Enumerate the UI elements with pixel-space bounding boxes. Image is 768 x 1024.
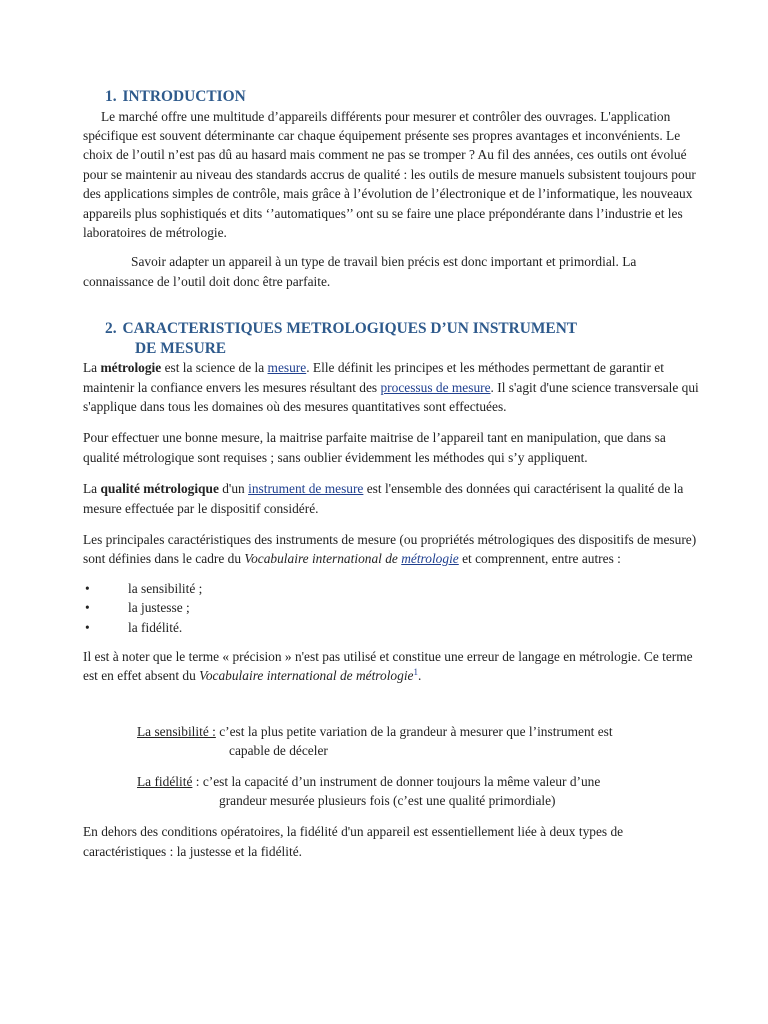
definition-text-continued: grandeur mesurée plusieurs fois (c’est une qualité primordiale) [219,793,556,809]
processus-de-mesure-link[interactable]: processus de mesure [380,379,491,395]
metrologie-term: métrologie [100,360,162,376]
metrologie-link[interactable]: métrologie [401,551,459,567]
section-2-title-line2: DE MESURE [135,339,227,357]
list-item-text: la justesse ; [128,600,190,616]
conditions-operatoires-paragraph: En dehors des conditions opératoires, la fidélité d'un appareil est essentiellement liée à deux types de caractéristiques : la justesse et la fidélité. [83,824,624,859]
document-page [83,84,703,861]
text-run: d'un [218,481,249,497]
text-run: . Il s'agit d'une science transversale qui s'applique dans tous les domaines où des mesures quantitatives sont effectuées. [83,379,699,414]
definition-sensibilite [137,722,703,761]
list-item-text: la fidélité. [128,619,183,635]
list-item [83,579,703,598]
vim-title-2: Vocabulaire international de métrologie [199,668,414,684]
text-run: La [83,360,101,376]
text-run: est la science de la [161,360,268,376]
text-run: et comprennent, entre autres : [458,551,621,567]
bonne-mesure-paragraph: Pour effectuer une bonne mesure, la maitrise parfaite maitrise de l’appareil tant en manipulation, que dans sa qualité métrologique sont requises ; sans oublier évidemment les méthodes qui s’y appliquent. [83,430,666,465]
definition-text: c’est la plus petite variation de la grandeur à mesurer que l’instrument est [215,723,613,739]
text-run: . [417,668,422,684]
mesure-link[interactable]: mesure [267,360,307,376]
list-item-text: la sensibilité ; [128,580,203,596]
precision-note-paragraph [83,647,703,686]
definition-term-fidelite: La fidélité [137,773,193,789]
text-run: Il est à noter que le terme « précision » n'est pas utilisé et constitue une erreur de langage en métrologie. Ce terme est en effet absent du [83,649,693,684]
section-1-title: INTRODUCTION [122,88,246,105]
text-run: est l'ensemble des données qui caractérisent la qualité de la mesure effectuée par le dispositif considéré. [83,481,684,516]
footnote-reference[interactable]: 1 [413,667,418,678]
section-2-number: 2. [105,320,117,338]
text-run: La [83,481,101,497]
bullet-icon: • [85,600,90,616]
definition-text: : c’est la capacité d’un instrument de donner toujours la même valeur d’une [192,773,601,789]
definition-text-continued: capable de déceler [229,743,328,759]
text-run: . Elle définit les principes et les méthodes permettant de garantir et maintenir la confiance envers les mesures résultant des [83,360,664,395]
list-item [83,598,703,617]
section-1-heading [105,87,703,107]
text-run: Les principales caractéristiques des instruments de mesure (ou propriétés métrologiques des dispositifs de mesure) sont définies dans le cadre du [83,532,697,567]
instrument-de-mesure-link[interactable]: instrument de mesure [248,481,364,497]
section-2-heading [105,319,703,358]
intro-paragraph-1: Le marché offre une multitude d’appareils différents pour mesurer et contrôler des ouvrages. L'application spécifique est souvent déterminante car chaque équipement présente ses propres avantages et inconvénients. Le choix de l’outil n’est pas dû au hasard mais comment ne pas se tromper ? Au fil des années, ces outils ont évolué pour se maintenir au niveau des standards accrus de qualité : les outils de mesure manuels subsistent toujours pour des applications simples de contrôle, mais grâce à l’évolution de l’électronique et de l’informatique, les nouveaux appareils plus sophistiqués et dits ‘’automatiques’’ ont su se faire une place prépondérante dans l’industrie et les laboratoires de métrologie. [83,108,696,240]
qualite-metrologique-paragraph [83,479,703,518]
vim-title: Vocabulaire international de [244,551,402,567]
definition-term-sensibilite: La sensibilité : [137,723,216,739]
section-2-title-line1: CARACTERISTIQUES METROLOGIQUES D’UN INSTRUMENT [122,320,578,338]
intro-paragraph-2: Savoir adapter un appareil à un type de travail bien précis est donc important et primordial. La connaissance de l’outil doit donc être parfaite. [83,254,637,289]
qualite-metrologique-term: qualité métrologique [100,481,219,497]
caracteristiques-paragraph [83,530,703,569]
bullet-icon: • [85,580,90,596]
bullet-icon: • [85,619,90,635]
section-1-number: 1. [105,88,117,105]
characteristics-list [83,579,703,637]
list-item [83,618,703,637]
metrologie-paragraph [83,358,703,416]
definition-fidelite [137,772,703,811]
